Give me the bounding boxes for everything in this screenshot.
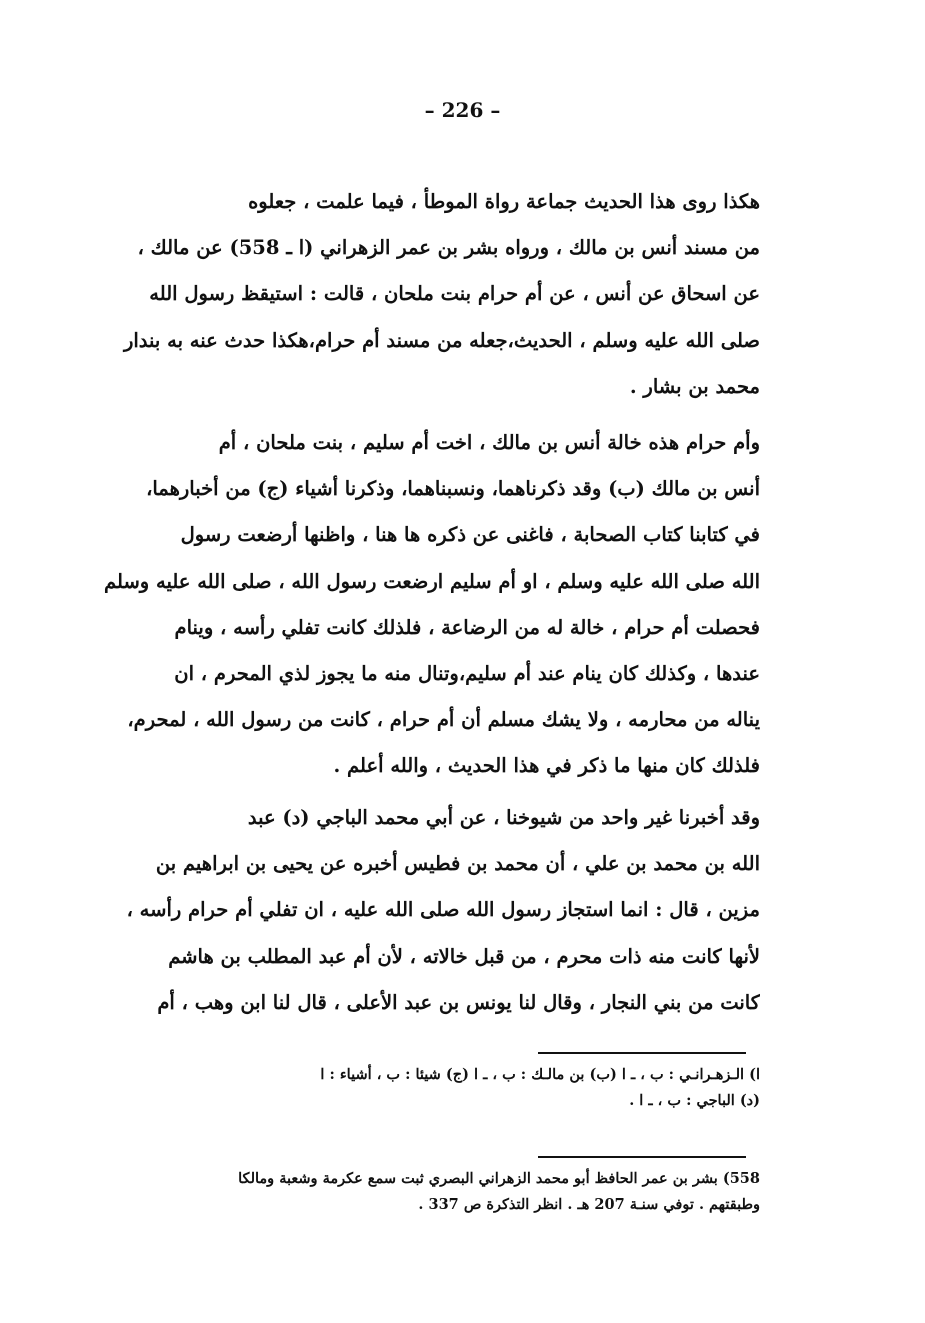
text-line: عندها ، وكذلك كان ينام عند أم سليم،وتنال منه ما يجوز لذي المحرم ، ان <box>174 661 760 685</box>
footnote-divider <box>538 1052 746 1054</box>
footnote-line: وطبقتهم . توفي سنـة 207 هـ . انظر التذكرة ص 337 . <box>418 1196 760 1213</box>
footnote-line: 558) بشر بن عمر الحافظ أبو محمد الزهراني البصري ثبت سمع عكرمة وشعبة ومالكا <box>238 1170 760 1187</box>
text-line: لأنها كانت منه ذات محرم ، من قبل خالاته ، لأن أم عبد المطلب بن هاشم <box>168 944 760 968</box>
paragraph-3 <box>100 795 760 1026</box>
footnote-divider <box>538 1156 746 1158</box>
text-line: الله بن محمد بن علي ، أن محمد بن فطيس أخبره عن يحيى بن ابراهيم بن <box>155 852 760 876</box>
footnote-line: (د) الباجي : ب ، ـ ا . <box>629 1092 760 1109</box>
text-line: كانت من بني النجار ، وقال لنا يونس بن عبد الأعلى ، قال لنا ابن وهب ، أم <box>157 990 760 1014</box>
text-line: من مسند أنس بن مالك ، ورواه بشر بن عمر الزهراني (ا ـ 558) عن مالك ، <box>137 236 760 260</box>
text-line: يناله من محارمه ، ولا يشك مسلم أن أم حرام ، كانت من رسول الله ، لمحرم، <box>127 708 760 732</box>
text-line: أنس بن مالك (ب) وقد ذكرناهما، ونسبناهما، وذكرنا أشياء (ج) من أخبارهما، <box>146 477 760 501</box>
text-line: فحصلت أم حرام ، خالة له من الرضاعة ، فلذلك كانت تفلي رأسه ، وينام <box>174 615 760 639</box>
text-line: صلى الله عليه وسلم ، الحديث،جعله من مسند أم حرام،هكذا حدث عنه به بندار <box>123 328 760 352</box>
text-line: في كتابنا كتاب الصحابة ، فاغنى عن ذكره ها هنا ، واظنها أرضعت رسول <box>180 523 760 547</box>
paragraph-1 <box>100 179 760 410</box>
text-line: هكذا روى هذا الحديث جماعة رواة الموطأ ، فيما علمت ، جعلوه <box>248 190 760 213</box>
text-line: مزين ، قال : انما استجاز رسول الله صلى الله عليه ، ان تفلي أم حرام رأسه ، <box>126 898 760 922</box>
page-number: – 226 – <box>424 98 501 122</box>
footnote-biography <box>100 1166 760 1218</box>
text-line: عن اسحاق عن أنس ، عن أم حرام بنت ملحان ، قالت : استيقظ رسول الله <box>149 282 760 306</box>
text-line: الله صلى الله عليه وسلم ، او أم سليم ارضعت رسول الله ، صلى الله عليه وسلم <box>104 569 760 593</box>
paragraph-2 <box>100 420 760 790</box>
footnote-variants <box>100 1062 760 1114</box>
footnote-line: ا) الـزهـرانـي : ب ، ـ ا (ب) بن مالـك : ب ، ـ ا (ج) شيئا : ب ، أشياء : ا <box>320 1066 760 1083</box>
text-line: فلذلك كان منها ما ذكر في هذا الحديث ، والله أعلم . <box>333 754 760 778</box>
text-line: محمد بن بشار . <box>629 374 760 398</box>
text-line: وأم حرام هذه خالة أنس بن مالك ، اخت أم سليم ، بنت ملحان ، أم <box>218 431 760 454</box>
text-line: وقد أخبرنا غير واحد من شيوخنا ، عن أبي محمد الباجي (د) عبد <box>247 806 760 829</box>
